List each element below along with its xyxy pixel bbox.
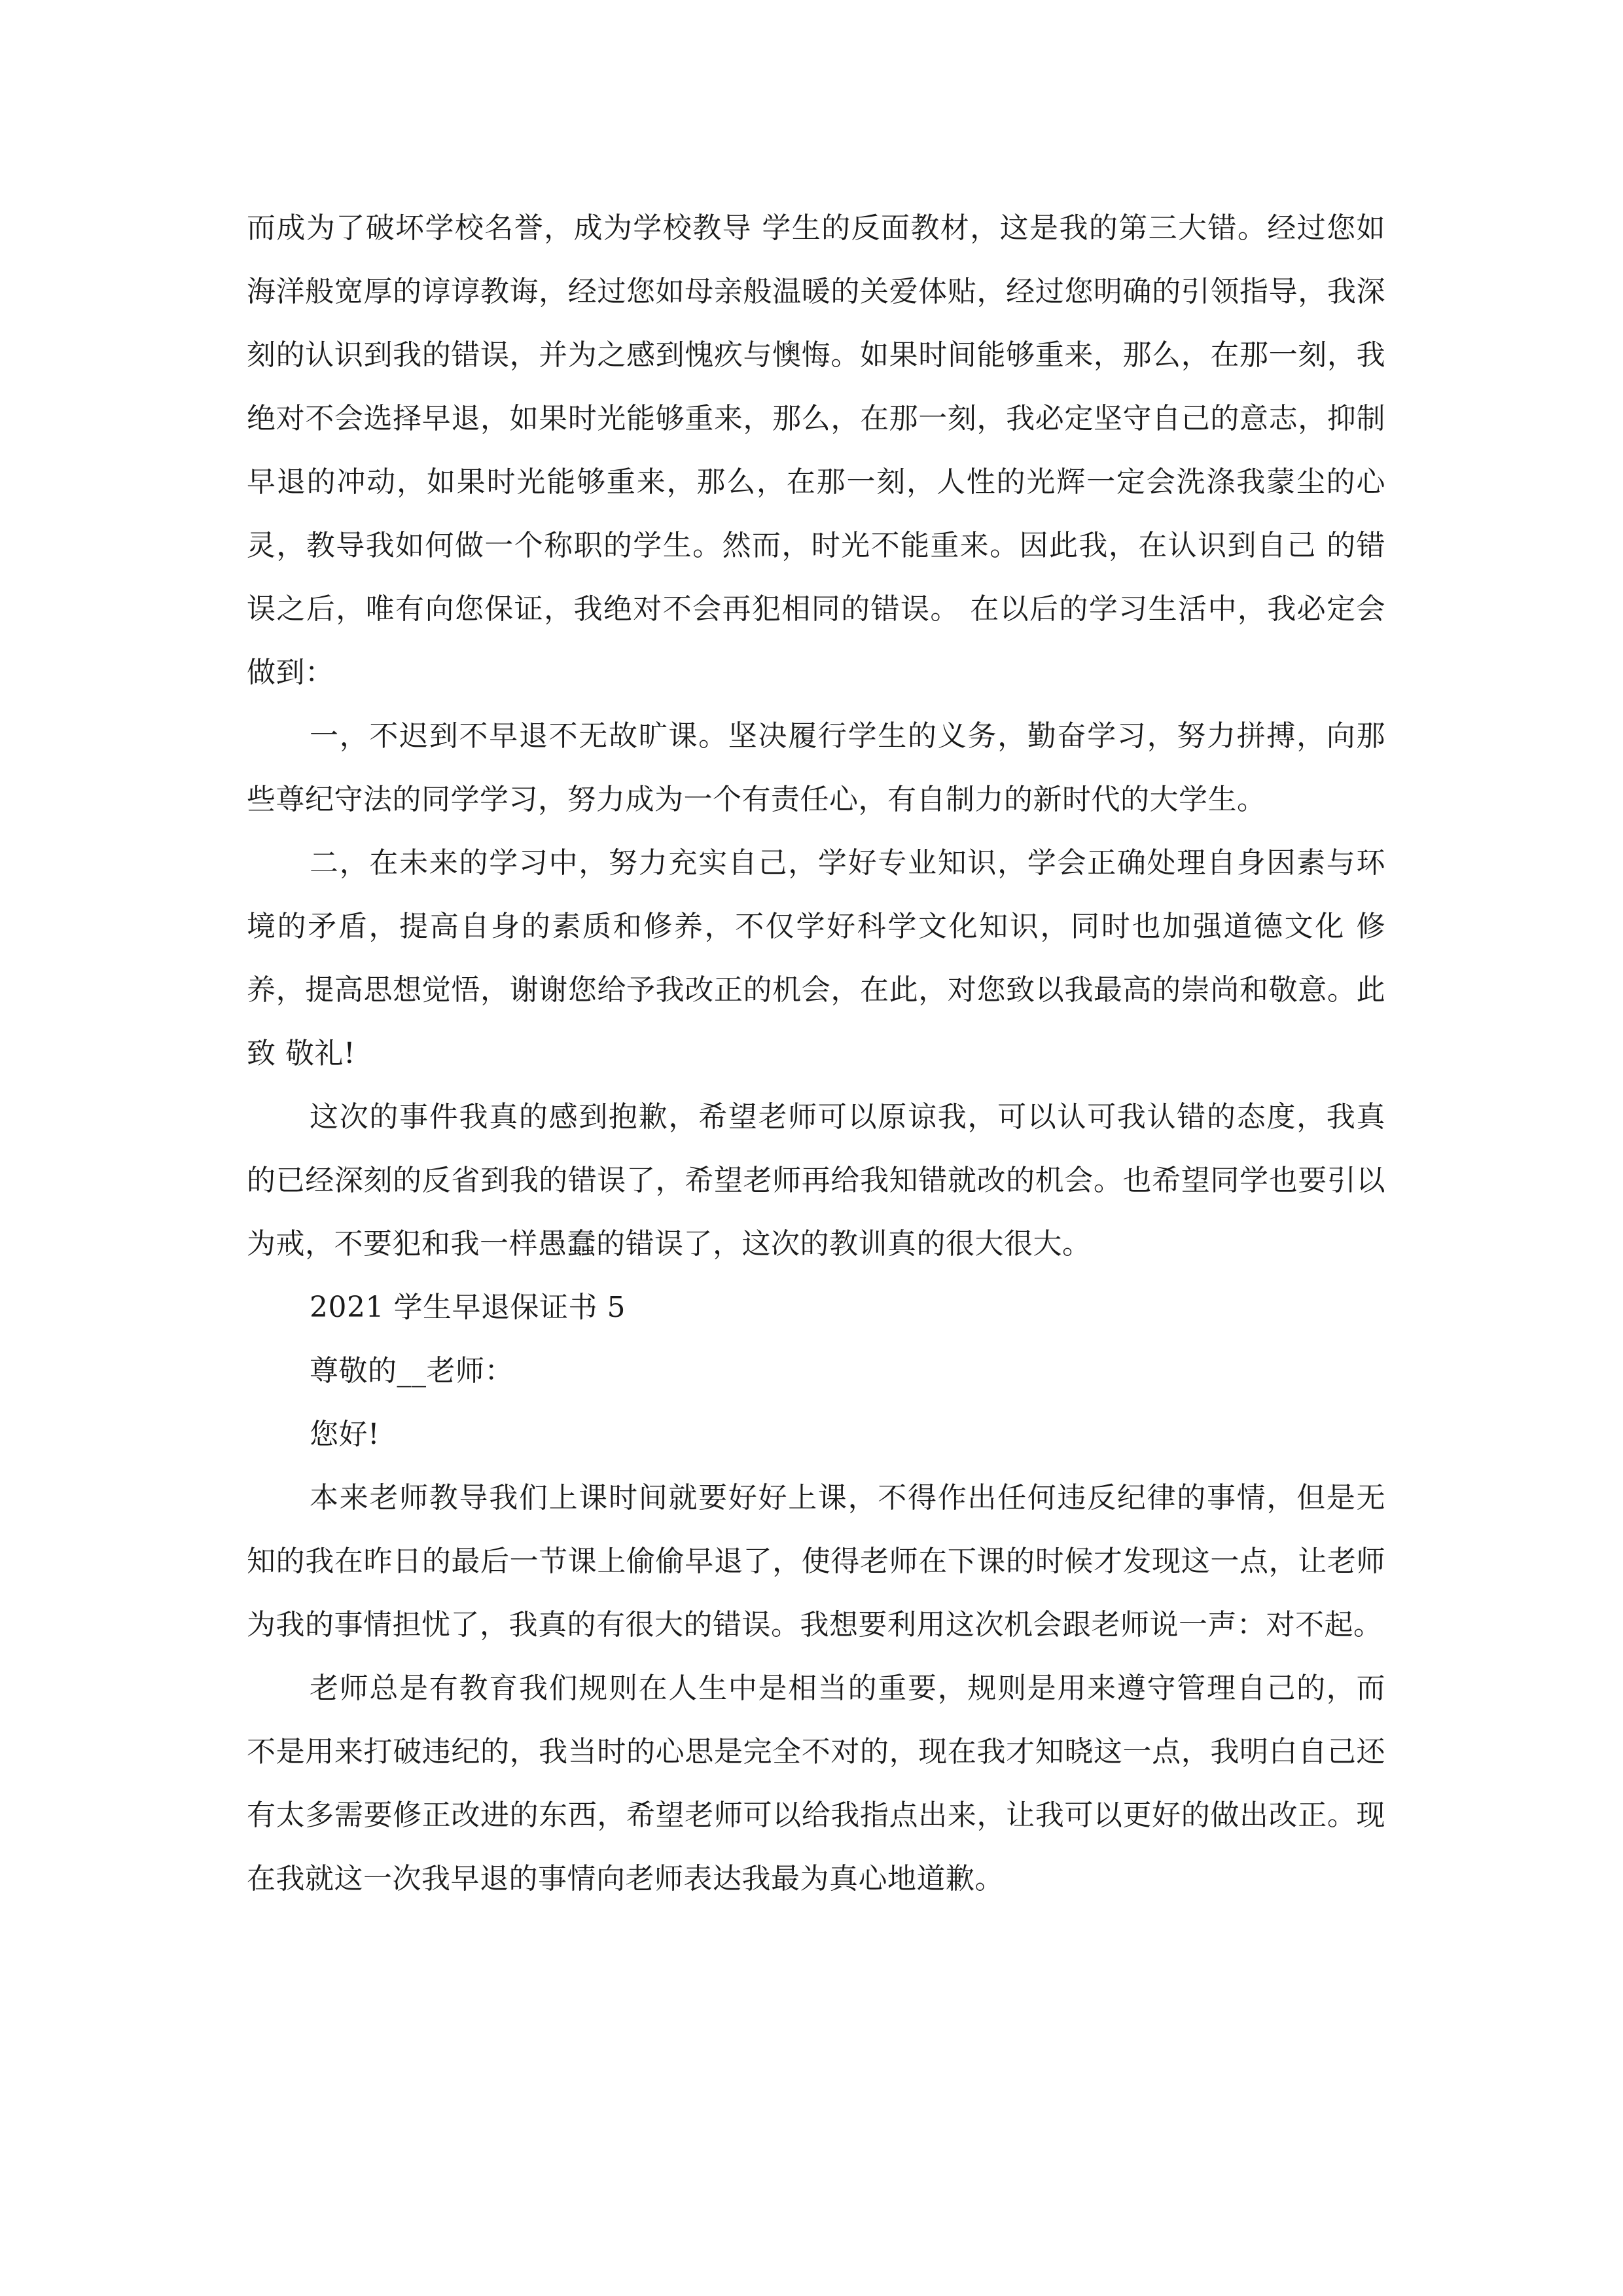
paragraph-closing: 这次的事件我真的感到抱歉，希望老师可以原谅我，可以认可我认错的态度，我真的已经深刻的反省到我的错误了，希望老师再给我知错就改的机会。也希望同学也要引以为戒，不要犯和我一样愚蠢的错误了，这次的教训真的很大很大。 [247,1100,1385,1261]
paragraph-promise-one: 一，不迟到不早退不无故旷课。坚决履行学生的义务，勤奋学习，努力拼搏，向那些尊纪守法的同学学习，努力成为一个有责任心，有自制力的新时代的大学生。 [247,719,1385,816]
paragraph-letter-body-one: 本来老师教导我们上课时间就要好好上课，不得作出任何违反纪律的事情，但是无知的我在昨日的最后一节课上偷偷早退了，使得老师在下课的时候才发现这一点，让老师为我的事情担忧了，我真的有很大的错误。我想要利用这次机会跟老师说一声：对不起。 [247,1481,1385,1641]
greeting: 您好! [310,1418,380,1451]
document-body [247,196,1385,1910]
paragraph-promise-two: 二，在未来的学习中，努力充实自己，学好专业知识，学会正确处理自身因素与环境的矛盾，提高自身的素质和修养，不仅学好科学文化知识，同时也加强道德文化 修养，提高思想觉悟，谢谢您给予我改正的机会，在此，对您致以我最高的崇尚和敬意。此致 敬礼! [247,846,1385,1070]
section-heading: 2021 学生早退保证书 5 [310,1291,626,1324]
paragraph-apology-continued: 而成为了破坏学校名誉，成为学校教导 学生的反面教材，这是我的第三大错。经过您如海洋般宽厚的谆谆教诲，经过您如母亲般温暖的关爱体贴，经过您明确的引领指导，我深刻的认识到我的错误，并为之感到愧疚与懊悔。如果时间能够重来，那么，在那一刻，我绝对不会选择早退，如果时光能够重来，那么，在那一刻，我必定坚守自己的意志，抑制早退的冲动，如果时光能够重来，那么，在那一刻，人性的光辉一定会洗涤我蒙尘的心灵，教导我如何做一个称职的学生。然而，时光不能重来。因此我，在认识到自己 的错误之后，唯有向您保证，我绝对不会再犯相同的错误。 在以后的学习生活中，我必定会做到： [247,211,1385,689]
salutation: 尊敬的__老师： [310,1354,514,1388]
paragraph-letter-body-two: 老师总是有教育我们规则在人生中是相当的重要，规则是用来遵守管理自己的，而不是用来打破违纪的，我当时的心思是完全不对的，现在我才知晓这一点，我明白自己还有太多需要修正改进的东西，希望老师可以给我指点出来，让我可以更好的做出改正。现在我就这一次我早退的事情向老师表达我最为真心地道歉。 [247,1672,1385,1895]
